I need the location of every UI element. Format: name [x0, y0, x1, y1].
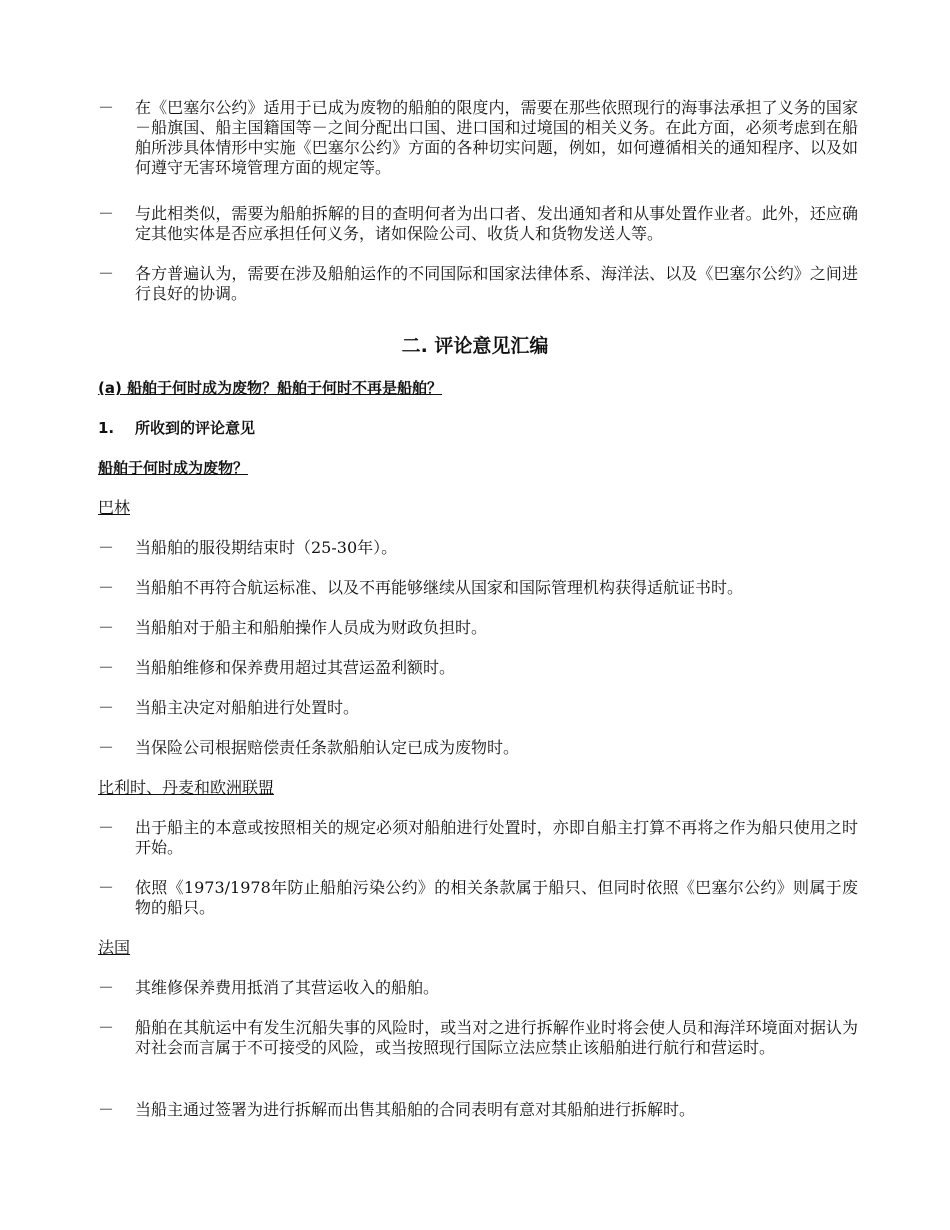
dash-mark: －: [98, 538, 115, 557]
dash-mark: －: [98, 618, 115, 637]
bullet-text: 当保险公司根据赔偿责任条款船舶认定已成为废物时。: [135, 738, 520, 757]
bullet-text: 各方普遍认为，需要在涉及船舶运作的不同国际和国家法律体系、海洋法、以及《巴塞尔公约》之间进行良好的协调。: [135, 264, 858, 303]
dash-mark: －: [98, 98, 115, 117]
bullet-text: 其维修保养费用抵消了其营运收入的船舶。: [135, 978, 440, 997]
bahrain-bullet-5: [98, 698, 858, 718]
bullet-text: 当船舶的服役期结束时（25-30年）。: [135, 538, 398, 557]
dash-mark: －: [98, 658, 115, 677]
bullet-text: 当船舶维修和保养费用超过其营运盈利额时。: [135, 658, 456, 677]
country-heading-belgium-denmark-eu: 比利时、丹麦和欧洲联盟: [98, 778, 275, 797]
dash-mark: －: [98, 878, 115, 897]
bahrain-bullet-1: [98, 538, 858, 558]
question-heading: 船舶于何时成为废物？: [98, 459, 249, 477]
dash-mark: －: [98, 698, 115, 717]
dash-mark: －: [98, 1018, 115, 1037]
dash-mark: －: [98, 738, 115, 757]
bahrain-bullet-6: [98, 738, 858, 758]
bahrain-bullet-2: [98, 578, 858, 598]
dash-mark: －: [98, 818, 115, 837]
subsection-a-heading: (a) 船舶于何时成为废物？船舶于何时不再是船舶？: [98, 379, 443, 397]
bahrain-bullet-4: [98, 658, 858, 678]
country-heading-france: 法国: [98, 938, 131, 957]
bullet-text: 依照《1973/1978年防止船舶污染公约》的相关条款属于船只、但同时依照《巴塞尔公约》则属于废物的船只。: [135, 878, 858, 917]
bullet-text: 与此相类似，需要为船舶拆解的目的查明何者为出口者、发出通知者和从事处置作业者。此外，还应确定其他实体是否应承担任何义务，诸如保险公司、收货人和货物发送人等。: [135, 204, 858, 243]
bullet-text: 当船舶对于船主和船舶操作人员成为财政负担时。: [135, 618, 488, 637]
intro-bullet-1: [98, 98, 858, 178]
france-bullet-2: [98, 1018, 858, 1058]
bullet-text: 船舶在其航运中有发生沉船失事的风险时，或当对之进行拆解作业时将会使人员和海洋环境面对据认为对社会而言属于不可接受的风险，或当按照现行国际立法应禁止该船舶进行航行和营运时。: [135, 1018, 858, 1057]
bullet-text: 当船主通过签署为进行拆解而出售其船舶的合同表明有意对其船舶进行拆解时。: [135, 1100, 696, 1119]
bullet-text: 出于船主的本意或按照相关的规定必须对船舶进行处置时，亦即自船主打算不再将之作为船只使用之时开始。: [135, 818, 858, 857]
dash-mark: －: [98, 204, 115, 223]
intro-bullet-3: [98, 264, 858, 304]
dash-mark: －: [98, 1100, 115, 1119]
item-number: 1.: [98, 419, 115, 437]
bullet-text: 当船舶不再符合航运标准、以及不再能够继续从国家和国际管理机构获得适航证书时。: [135, 578, 744, 597]
item-label: 所收到的评论意见: [135, 419, 256, 437]
dash-mark: －: [98, 978, 115, 997]
bullet-text: 在《巴塞尔公约》适用于已成为废物的船舶的限度内，需要在那些依照现行的海事法承担了义务的国家－船旗国、船主国籍国等－之间分配出口国、进口国和过境国的相关义务。在此方面，必须考虑到在船舶所涉具体情形中实施《巴塞尔公约》方面的各种切实问题，例如，如何遵循相关的通知程序、以及如何遵守无害环境管理方面的规定等。: [135, 98, 858, 177]
section-title: 二. 评论意见汇编: [401, 335, 549, 357]
belgium-bullet-2: [98, 878, 858, 918]
france-bullet-1: [98, 978, 858, 998]
bullet-text: 当船主决定对船舶进行处置时。: [135, 698, 360, 717]
belgium-bullet-1: [98, 818, 858, 858]
intro-bullet-2: [98, 204, 858, 244]
dash-mark: －: [98, 264, 115, 283]
country-heading-bahrain: 巴林: [98, 498, 131, 517]
bahrain-bullet-3: [98, 618, 858, 638]
item-1-heading: [98, 418, 255, 438]
dash-mark: －: [98, 578, 115, 597]
france-bullet-3: [98, 1100, 858, 1120]
